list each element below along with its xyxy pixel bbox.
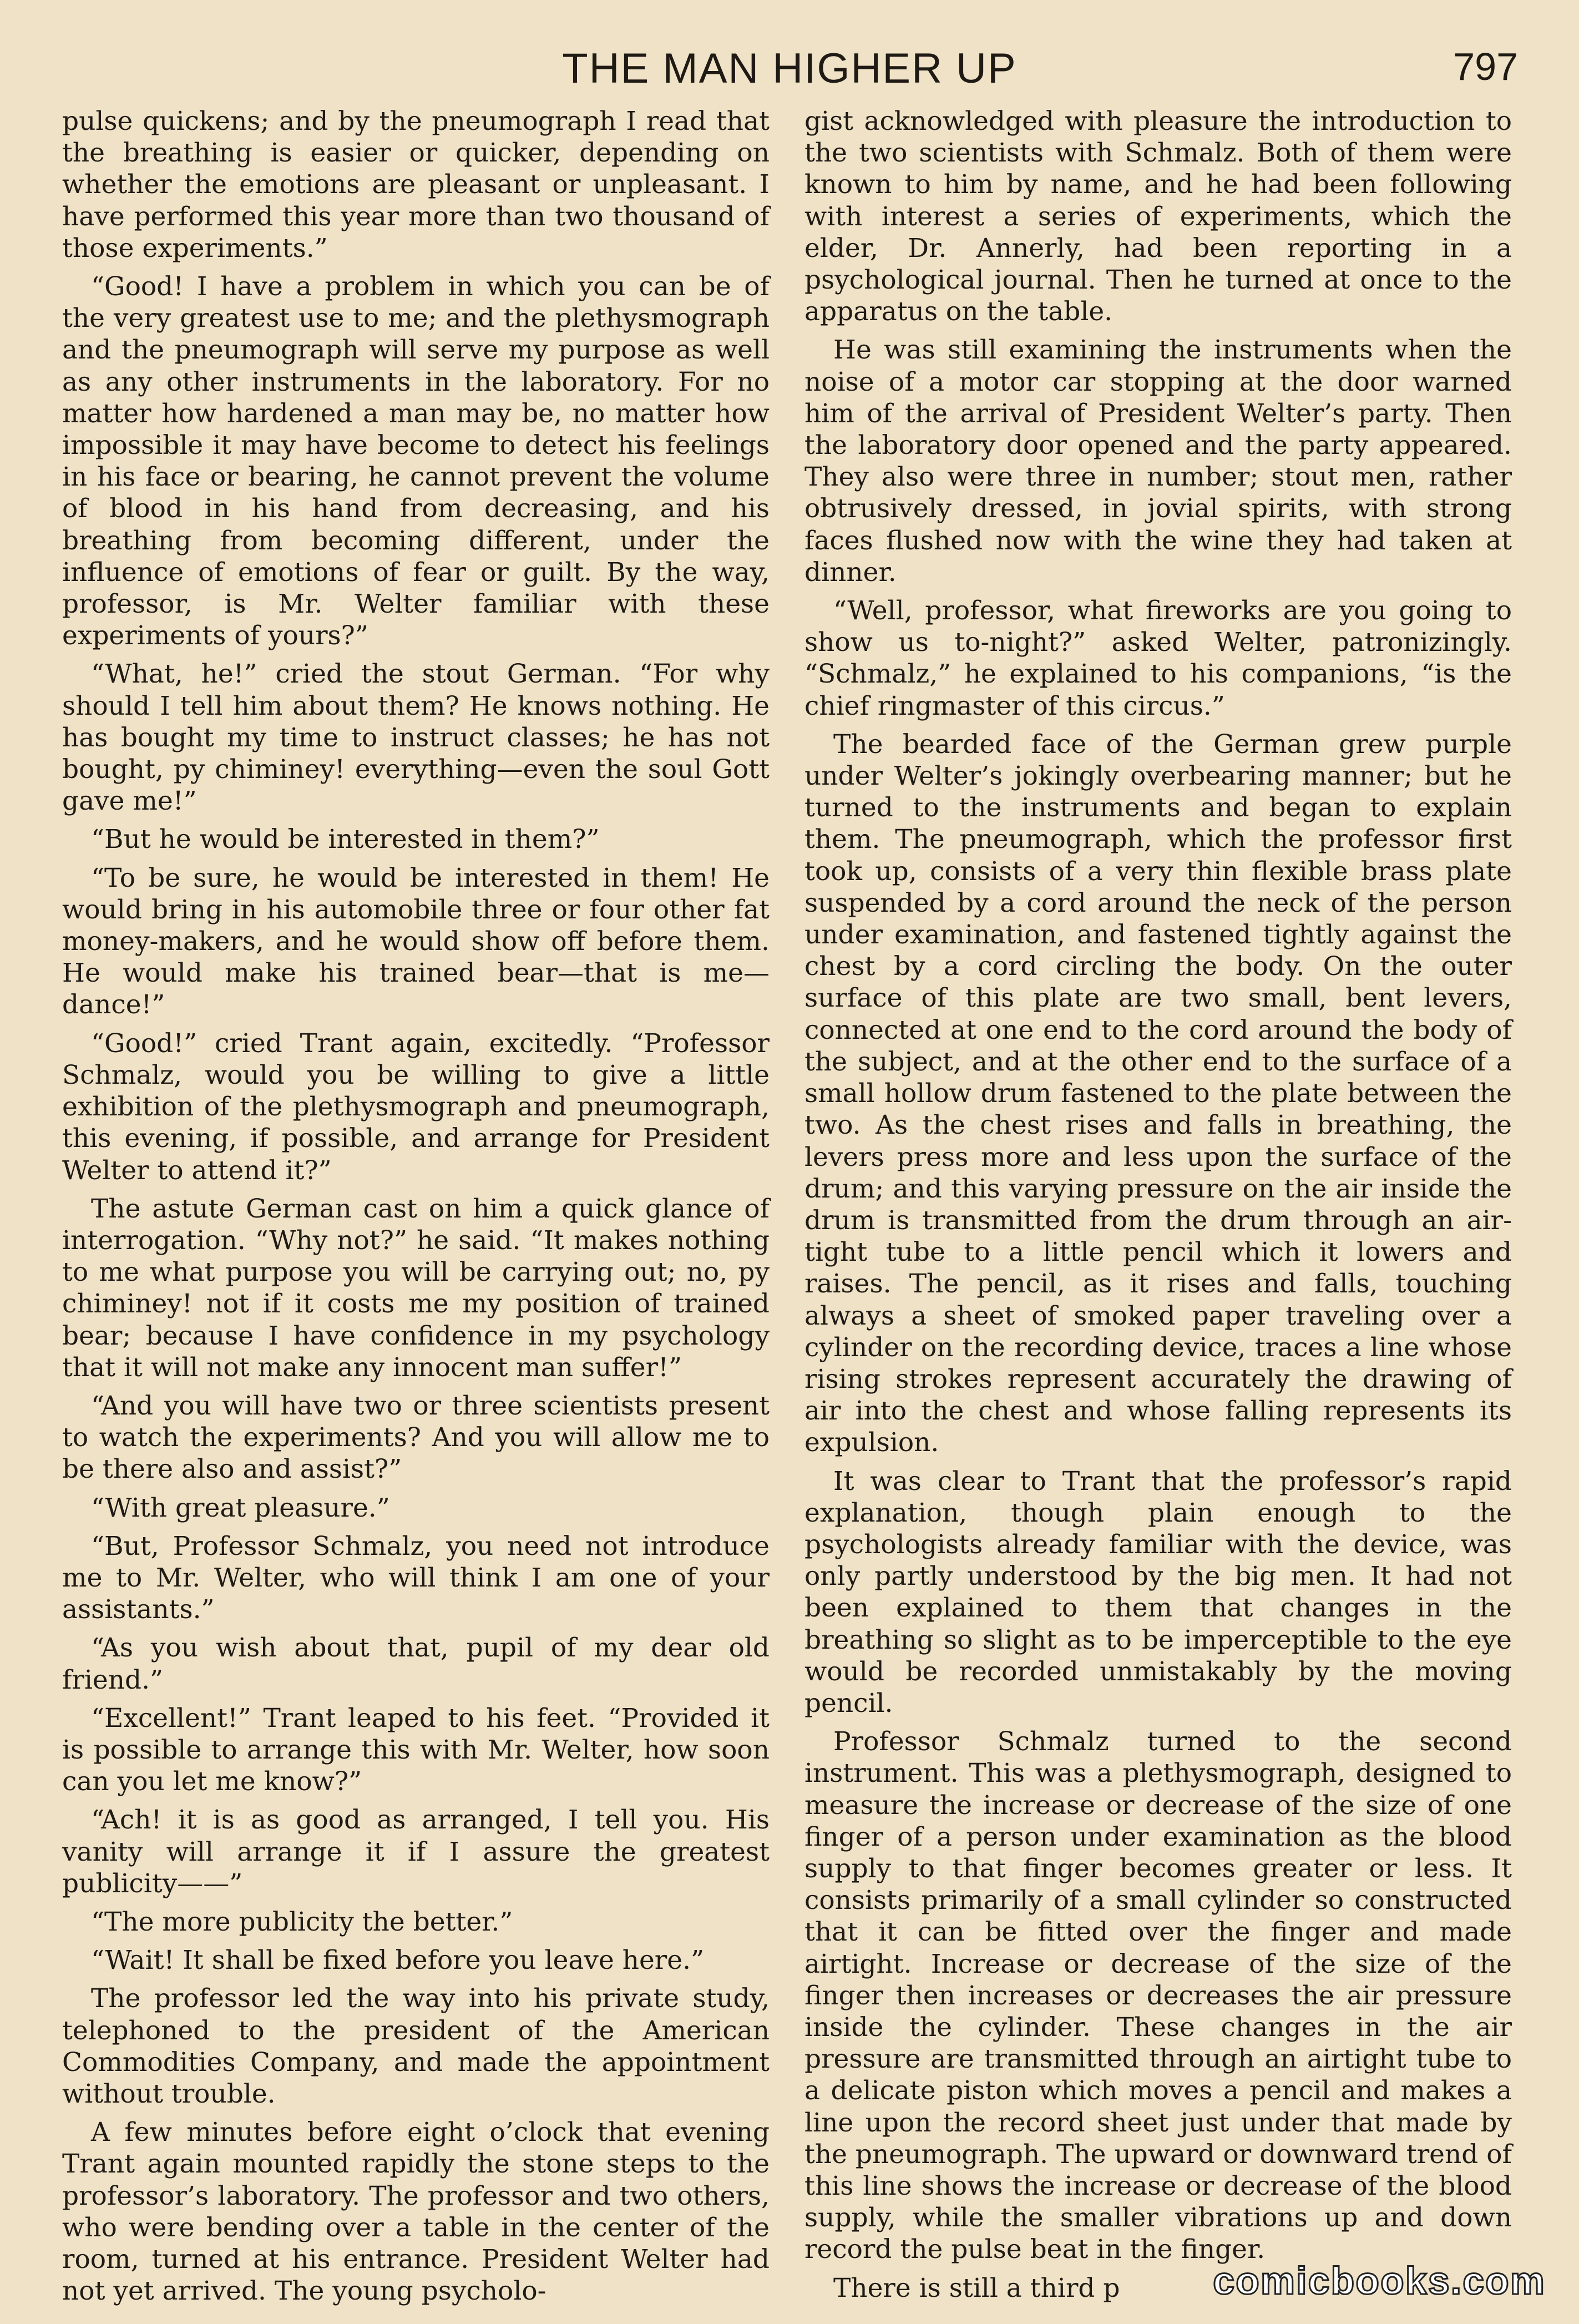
paragraph: “The more publicity the better.” — [91, 1906, 513, 1937]
paragraph: The bearded face of the German grew purple under Welter’s jokingly overbearing manner; but he turned to the instruments and began to explain them. The pneumograph, which the professor first took up, consists of a very thin flexible brass plate suspended by a cord around the neck of the person under examination, and fastened tightly against the chest by a cord circling the body. On the outer surface of this plate are two small, bent levers, connected at one end to the cord around the body of the subject, and at the other end to the surface of a small hollow drum fastened to the plate between the two. As the chest rises and falls in breathing, the levers press more and less upon the surface of the drum; and this varying pressure on the air inside the drum is transmitted from the drum through an air-tight tube to a little pencil which it lowers and raises. The pencil, as it rises and falls, touching always a sheet of smoked paper traveling over a cylinder on the recording device, traces a line whose rising strokes represent accurately the drawing of air into the chest and whose falling represents its expulsion. — [804, 729, 1512, 1458]
paragraph: “But, Professor Schmalz, you need not introduce me to Mr. Welter, who will think I am one of your assistants.” — [62, 1530, 770, 1625]
page-number: 797 — [1453, 45, 1518, 88]
left-column — [62, 105, 770, 2307]
paragraph: “And you will have two or three scientists present to watch the experiments? And you will allow me to be there also and assist?” — [62, 1390, 770, 1485]
paragraph: “Good! I have a problem in which you can be of the very greatest use to me; and the plethysmograph and the pneumograph will serve my purpose as well as any other instruments in the laboratory. For no matter how hardened a man may be, no matter how impossible it may have become to detect his feelings in his face or bearing, he cannot prevent the volume of blood in his hand from decreasing, and his breathing from becoming different, under the influence of emotions of fear or guilt. By the way, professor, is Mr. Welter familiar with these experiments of yours?” — [62, 271, 770, 651]
running-header — [61, 39, 1518, 105]
paragraph: The astute German cast on him a quick glance of interrogation. “Why not?” he said. “It makes nothing to me what purpose you will be carrying out; no, py chiminey! not if it costs me my position of trained bear; because I have confidence in my psychology that it will not make any innocent man suffer!” — [62, 1193, 770, 1383]
paragraph: “With great pleasure.” — [91, 1492, 390, 1523]
paragraph: “But he would be interested in them?” — [91, 824, 600, 855]
paragraph: It was clear to Trant that the professor’s rapid explanation, though plain enough to the psychologists already familiar with the device, was only partly understood by the big men. It had not been explained to them that changes in the breathing so slight as to be imperceptible to the eye would be recorded unmistakably by the moving pencil. — [804, 1466, 1512, 1719]
paragraph: “As you wish about that, pupil of my dear old friend.” — [62, 1633, 770, 1695]
paragraph: “Good!” cried Trant again, excitedly. “Professor Schmalz, would you be willing to give a little exhibition of the plethysmograph and pneumograph, this evening, if possible, and arrange for President Welter to attend it?” — [62, 1028, 770, 1186]
paragraph: “Wait! It shall be fixed before you leave here.” — [91, 1945, 705, 1976]
paragraph: gist acknowledged with pleasure the introduction to the two scientists with Schmalz. Both of them were known to him by name, and he had been following with interest a series of experiments, which the elder, Dr. Annerly, had been reporting in a psychological journal. Then he turned at once to the apparatus on the table. — [804, 106, 1512, 327]
paragraph: “Ach! it is as good as arranged, I tell you. His vanity will arrange it if I assure the greatest publicity——” — [62, 1805, 770, 1899]
paragraph: Professor Schmalz turned to the second instrument. This was a plethysmograph, designed to measure the increase or decrease of the size of one finger of a person under examination as the blood supply to that finger becomes greater or less. It consists primarily of a small cylinder so constructed that it can be fitted over the finger and made airtight. Increase or decrease of the size of the finger then increases or decreases the air pressure inside the cylinder. These changes in the air pressure are transmitted through an airtight tube to a delicate piston which moves a pencil and makes a line upon the record sheet just under that made by the pneumograph. The upward or downward trend of this line shows the increase or decrease of the blood supply, while the smaller vibrations up and down record the pulse beat in the finger. — [804, 1726, 1512, 2265]
paragraph: “Well, professor, what fireworks are you going to show us to-night?” asked Welter, patronizingly. “Schmalz,” he explained to his companions, “is the chief ringmaster of this circus.” — [804, 595, 1512, 721]
paragraph: pulse quickens; and by the pneumograph I read that the breathing is easier or quicker, depending on whether the emotions are pleasant or unpleasant. I have performed this year more than two thousand of those experiments.” — [62, 106, 770, 264]
paragraph: The professor led the way into his private study, telephoned to the president of the American Commodities Company, and made the appointment without trouble. — [62, 1983, 770, 2109]
page-title: THE MAN HIGHER UP — [562, 45, 1017, 92]
paragraph: There is still a third p — [833, 2272, 1120, 2303]
paragraph: “What, he!” cried the stout German. “For why should I tell him about them? He knows nothing. He has bought my time to instruct classes; he has not bought, py chiminey! everything—even the soul Gott gave me!” — [62, 659, 770, 817]
paragraph: “To be sure, he would be interested in them! He would bring in his automobile three or four other fat money-makers, and he would show off before them. He would make his trained bear—that is me—dance!” — [62, 862, 770, 1020]
site-watermark: comicbooks.com — [1213, 2259, 1546, 2302]
paragraph: “Excellent!” Trant leaped to his feet. “Provided it is possible to arrange this with Mr. Welter, how soon can you let me know?” — [62, 1702, 770, 1797]
paragraph: He was still examining the instruments when the noise of a motor car stopping at the door warned him of the arrival of President Welter’s party. Then the laboratory door opened and the party appeared. They also were three in number; stout men, rather obtrusively dressed, in jovial spirits, with strong faces flushed now with the wine they had taken at dinner. — [804, 335, 1512, 588]
paragraph: A few minutes before eight o’clock that evening Trant again mounted rapidly the stone steps to the professor’s laboratory. The professor and two others, who were bending over a table in the center of the room, turned at his entrance. President Welter had not yet arrived. The young psycholo- — [62, 2117, 770, 2307]
